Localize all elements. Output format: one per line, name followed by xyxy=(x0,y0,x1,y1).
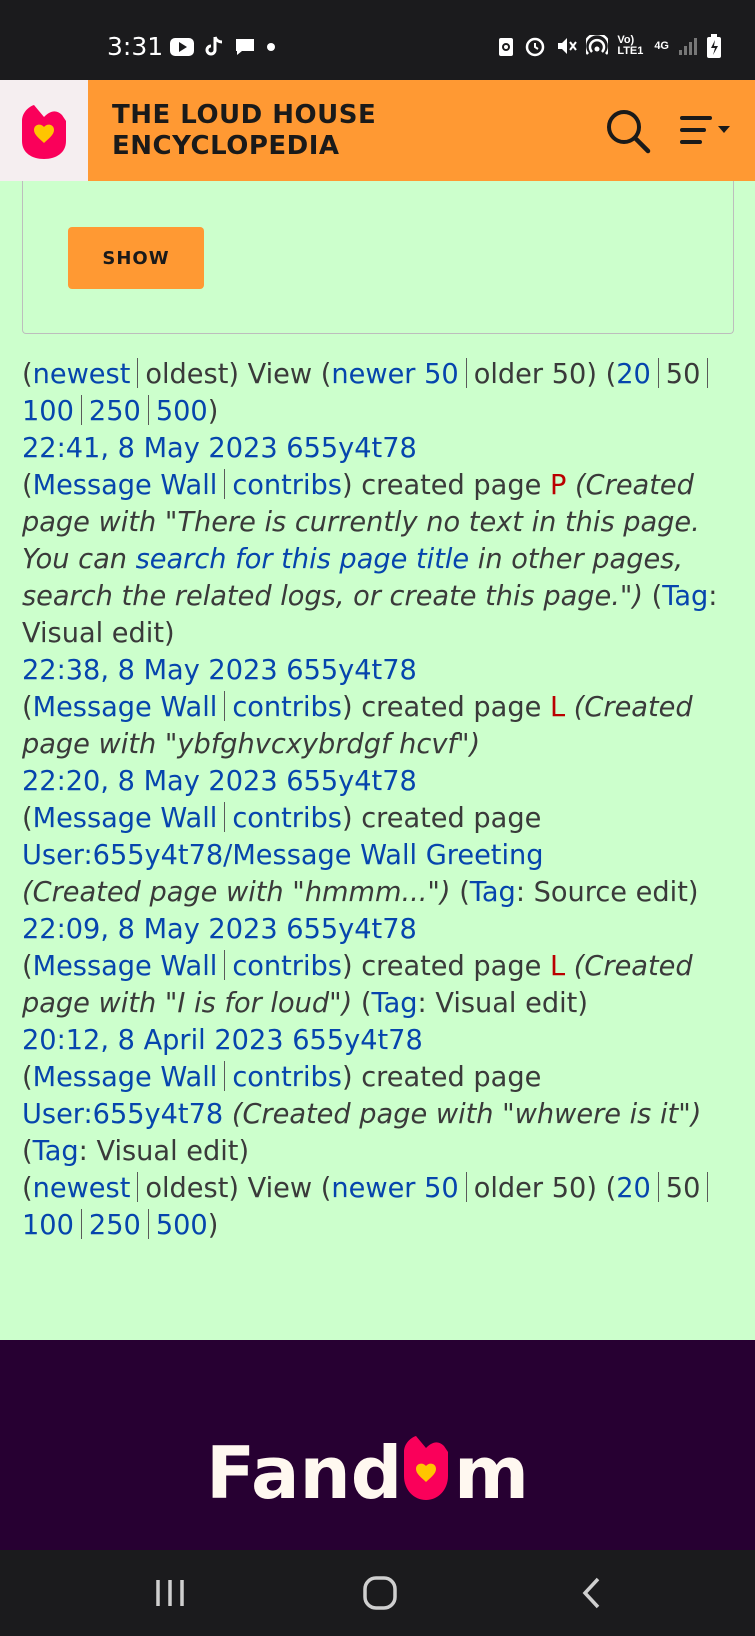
action-text: created page xyxy=(361,1062,542,1093)
contribs-link[interactable]: contribs xyxy=(232,951,342,982)
older-label: older 50 xyxy=(473,359,587,390)
log-entry: 22:20, 8 May 2023 655y4t78 (Message Wall contribs) created page User:655y4t78/Message Wall Greeting (Created page with "hmmm...") (Tag: Source edit) xyxy=(22,766,699,908)
timestamp-link[interactable]: 22:09, 8 May 2023 xyxy=(22,914,278,945)
page-link[interactable]: L xyxy=(549,692,566,723)
log-entry: 22:41, 8 May 2023 655y4t78 (Message Wall contribs) created page P (Created page with "There is currently no text in this page. You can search for this page title in other pages, search the related logs, or create this page.") (Tag: Visual edit) xyxy=(22,433,718,649)
back-button[interactable] xyxy=(562,1568,622,1618)
pagination-top: (newest oldest) View (newer 50 older 50) (20 50100 250 500) xyxy=(22,356,738,430)
youtube-icon xyxy=(170,38,194,56)
message-wall-link[interactable]: Message Wall xyxy=(32,1062,218,1093)
tag-value: Visual edit xyxy=(22,618,165,649)
site-title-line-1: THE LOUD HOUSE xyxy=(112,100,377,130)
home-icon xyxy=(362,1575,398,1611)
view-label: View xyxy=(247,1173,313,1204)
contribs-link[interactable]: contribs xyxy=(232,470,342,501)
recycle-icon xyxy=(497,35,515,57)
user-link[interactable]: 655y4t78 xyxy=(286,433,417,464)
newer-link[interactable]: newer 50 xyxy=(331,359,459,390)
newest-link[interactable]: newest xyxy=(32,359,131,390)
fandom-wordmark-text-end: m xyxy=(454,1431,530,1510)
search-icon xyxy=(605,108,651,154)
limit-20-link[interactable]: 20 xyxy=(616,359,651,390)
oldest-label: oldest xyxy=(145,1173,229,1204)
recents-icon xyxy=(153,1578,187,1608)
status-bar xyxy=(0,0,755,80)
home-button[interactable] xyxy=(350,1568,410,1618)
action-text: created page xyxy=(361,692,542,723)
timestamp-link[interactable]: 20:12, 8 April 2023 xyxy=(22,1025,284,1056)
limit-50-label: 50 xyxy=(665,1173,701,1204)
view-label: View xyxy=(247,359,313,390)
fandom-logo-link[interactable] xyxy=(0,80,88,181)
fandom-footer xyxy=(0,1340,755,1550)
search-page-title-link[interactable]: search for this page title xyxy=(135,544,470,575)
site-header xyxy=(0,80,755,181)
menu-button[interactable] xyxy=(680,114,740,148)
limit-250-link[interactable]: 250 xyxy=(88,1210,141,1241)
recents-button[interactable] xyxy=(140,1568,200,1618)
search-button[interactable] xyxy=(605,108,651,154)
alarm-icon xyxy=(524,35,546,57)
fandom-logo-flame xyxy=(404,1436,448,1500)
site-title[interactable] xyxy=(112,100,492,162)
limit-20-link[interactable]: 20 xyxy=(616,1173,651,1204)
tag-link[interactable]: Tag xyxy=(371,988,418,1019)
timestamp-link[interactable]: 22:41, 8 May 2023 xyxy=(22,433,278,464)
action-text: created page xyxy=(361,803,542,834)
tag-link[interactable]: Tag xyxy=(662,581,709,612)
tag-value: Source edit xyxy=(533,877,688,908)
tag-value: Visual edit xyxy=(96,1136,239,1167)
edit-summary: (Created page with "whwere is it") xyxy=(231,1099,702,1130)
oldest-label: oldest xyxy=(145,359,229,390)
log-entry: 20:12, 8 April 2023 655y4t78 (Message Wall contribs) created page User:655y4t78 (Created page with "whwere is it") (Tag: Visual edit) xyxy=(22,1025,702,1167)
menu-icon xyxy=(680,114,740,148)
limit-500-link[interactable]: 500 xyxy=(155,1210,208,1241)
summary-text: in other pages, search the related logs, or create this page.") xyxy=(22,544,683,612)
fandom-flame-icon xyxy=(20,101,68,161)
user-link[interactable]: 655y4t78 xyxy=(286,914,417,945)
log-entry: 22:09, 8 May 2023 655y4t78 (Message Wall contribs) created page L (Created page with "I is for loud") (Tag: Visual edit) xyxy=(22,914,693,1019)
message-wall-link[interactable]: Message Wall xyxy=(32,692,218,723)
chat-icon xyxy=(234,37,256,57)
page-link[interactable]: User:655y4t78 xyxy=(22,1099,224,1130)
network-label: 4G xyxy=(654,40,669,52)
contribs-link[interactable]: contribs xyxy=(232,692,342,723)
mute-icon xyxy=(555,35,577,57)
message-wall-link[interactable]: Message Wall xyxy=(32,803,218,834)
page-creation-log xyxy=(22,356,738,1244)
hotspot-icon xyxy=(586,35,608,57)
newer-link[interactable]: newer 50 xyxy=(331,1173,459,1204)
newest-link[interactable]: newest xyxy=(32,1173,131,1204)
page-link[interactable]: L xyxy=(549,951,566,982)
fandom-wordmark-text: Fand xyxy=(206,1431,403,1510)
action-text: created page xyxy=(361,951,542,982)
tag-link[interactable]: Tag xyxy=(32,1136,79,1167)
message-wall-link[interactable]: Message Wall xyxy=(32,951,218,982)
user-link[interactable]: 655y4t78 xyxy=(286,766,417,797)
timestamp-link[interactable]: 22:20, 8 May 2023 xyxy=(22,766,278,797)
timestamp-link[interactable]: 22:38, 8 May 2023 xyxy=(22,655,278,686)
edit-summary: (Created page with "I is for loud") xyxy=(22,951,693,1019)
clock: 3:31 xyxy=(107,32,164,61)
contribs-link[interactable]: contribs xyxy=(232,803,342,834)
dot-icon xyxy=(266,42,276,52)
tiktok-icon xyxy=(204,36,224,58)
signal-icon xyxy=(678,36,698,56)
limit-100-link[interactable]: 100 xyxy=(22,396,74,427)
tag-link[interactable]: Tag xyxy=(469,877,516,908)
battery-icon xyxy=(707,34,721,58)
summary-text: (Created page with "There is currently no text in this page. You can xyxy=(22,470,700,575)
limit-250-link[interactable]: 250 xyxy=(88,396,141,427)
user-link[interactable]: 655y4t78 xyxy=(292,1025,423,1056)
carrier-label: Vo) LTE1 xyxy=(617,34,644,57)
site-title-line-2: ENCYCLOPEDIA xyxy=(112,131,340,161)
back-icon xyxy=(580,1576,604,1610)
edit-summary: (Created page with "hmmm...") xyxy=(22,877,451,908)
show-button[interactable]: SHOW xyxy=(68,227,204,289)
page-link[interactable]: P xyxy=(549,470,567,501)
edit-summary: (Created page with "ybfghvcxybrdgf hcvf") xyxy=(22,692,693,760)
log-entry: 22:38, 8 May 2023 655y4t78 (Message Wall contribs) created page L (Created page with "ybfghvcxybrdgf hcvf") xyxy=(22,655,693,760)
older-label: older 50 xyxy=(473,1173,587,1204)
action-text: created page xyxy=(361,470,542,501)
pagination-bottom: (newest oldest) View (newer 50 older 50) (20 50100 250 500) xyxy=(22,1170,738,1244)
user-link[interactable]: 655y4t78 xyxy=(286,655,417,686)
android-nav-bar xyxy=(0,1550,755,1636)
page-link[interactable]: User:655y4t78/Message Wall Greeting xyxy=(22,840,544,871)
message-wall-link[interactable]: Message Wall xyxy=(32,470,218,501)
limit-100-link[interactable]: 100 xyxy=(22,1210,74,1241)
limit-50-label: 50 xyxy=(665,359,701,390)
tag-value: Visual edit xyxy=(435,988,578,1019)
contribs-link[interactable]: contribs xyxy=(232,1062,342,1093)
fandom-wordmark-logo[interactable] xyxy=(206,1430,551,1510)
limit-500-link[interactable]: 500 xyxy=(155,396,208,427)
